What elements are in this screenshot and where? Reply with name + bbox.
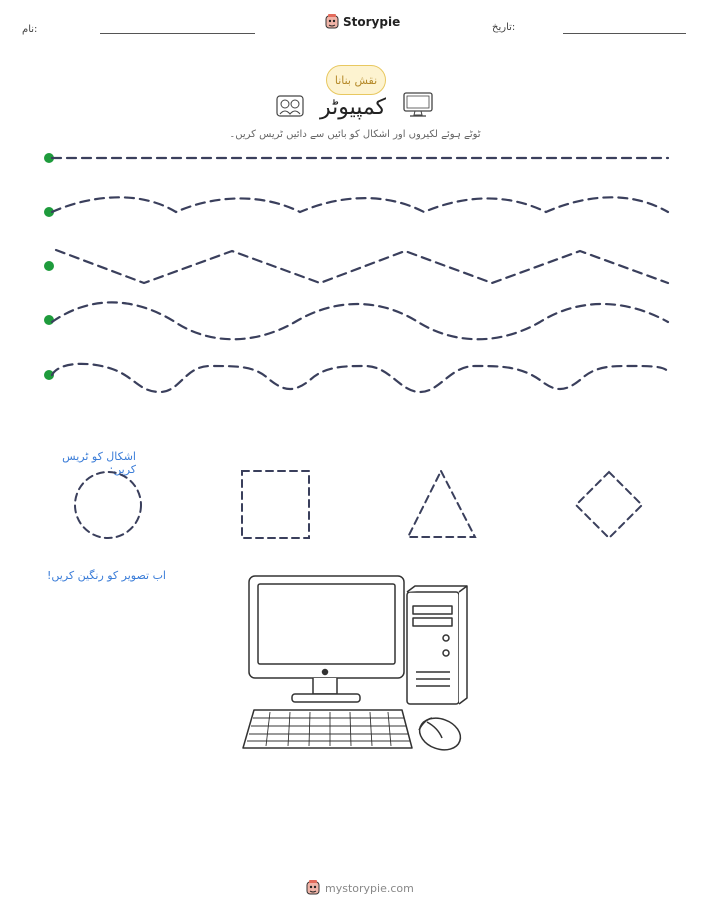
name-label: نام: — [22, 24, 38, 35]
drive-slot — [413, 606, 452, 614]
tower-button — [443, 650, 449, 656]
storypie-mascot-icon — [306, 880, 320, 896]
date-label: تاریخ: — [492, 22, 516, 33]
monitor-screen — [258, 584, 395, 664]
drive-slot — [413, 618, 452, 626]
footer — [306, 880, 414, 896]
shapes-heading: اشکال کو ٹریس کریں: — [62, 450, 136, 476]
tower-button — [443, 635, 449, 641]
activity-badge: نقش بنانا — [326, 65, 386, 95]
monitor-base — [292, 694, 360, 702]
page-title: کمپیوٹر — [319, 95, 387, 120]
monitor-stand — [313, 678, 337, 694]
coloring-heading: اب تصویر کو رنگین کریں! — [46, 569, 166, 582]
brand-name: Storypie — [343, 15, 401, 29]
instruction-text: ٹوٹے ہوئے لکیروں اور اشکال کو بائیں سے دائیں ٹریس کریں۔ — [229, 129, 481, 140]
footer-url[interactable]: mystorypie.com — [325, 881, 414, 895]
power-dot — [323, 670, 328, 675]
